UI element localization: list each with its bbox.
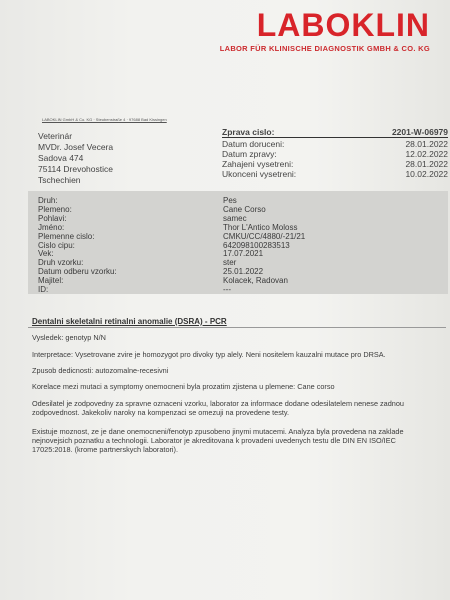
- patient-label: Majitel:: [38, 276, 64, 286]
- patient-label: ID:: [38, 285, 49, 295]
- patient-value: ---: [223, 285, 231, 295]
- patient-value: samec: [223, 213, 247, 223]
- logo-wordmark: LABOKLIN: [256, 7, 430, 43]
- address-line: Tschechien: [38, 175, 81, 185]
- patient-value: 17.07.2021: [223, 249, 264, 259]
- date-label: Datum zpravy:: [222, 149, 277, 159]
- patient-value: Thor L'Antico Moloss: [223, 222, 298, 232]
- patient-label: Vek:: [38, 249, 54, 259]
- patient-label: Druh:: [38, 196, 58, 205]
- patient-value: 642098100283513: [223, 240, 290, 250]
- report-number-label: Zprava cislo:: [222, 127, 275, 137]
- patient-value: ster: [223, 258, 237, 268]
- recipient-address: [38, 131, 113, 186]
- sender-address-line: LABOKLIN GmbH & Co. KG · Steubenstraße 4 · 97688 Bad Kissingen: [42, 117, 167, 122]
- patient-label: Pohlavi:: [38, 213, 67, 223]
- address-line: Veterinár: [38, 131, 73, 141]
- section-divider: [28, 327, 446, 328]
- date-label: Datum doruceni:: [222, 139, 285, 149]
- report-date-row: [222, 169, 448, 179]
- patient-label: Datum odberu vzorku:: [38, 267, 117, 277]
- address-line: 75114 Drevohostice: [38, 164, 113, 174]
- test-interpretation: Interpretace: Vysetrovane zvire je homozygot pro divoky typ alely. Neni nositelem kauzalni mutace pro DRSA.: [32, 350, 386, 359]
- patient-label: Cislo cipu:: [38, 240, 75, 250]
- patient-label: Druh vzorku:: [38, 258, 84, 268]
- patient-value: 25.01.2022: [223, 267, 264, 277]
- patient-label: Jméno:: [38, 222, 65, 232]
- laboklin-logo: [220, 8, 430, 53]
- date-value: 28.01.2022: [405, 139, 448, 149]
- patient-value: Cane Corso: [223, 204, 266, 214]
- patient-row: [38, 206, 305, 215]
- date-value: 28.01.2022: [405, 159, 448, 169]
- patient-value: CMKU/CC/4880/-21/21: [223, 231, 306, 241]
- address-line: MVDr. Josef Vecera: [38, 142, 114, 152]
- patient-row: [38, 242, 305, 251]
- test-inheritance: Zpusob dedicnosti: autozomalne-recesivni: [32, 366, 169, 375]
- report-date-row: [222, 139, 448, 149]
- patient-value: Kolacek, Radovan: [223, 276, 288, 286]
- date-label: Zahajeni vysetreni:: [222, 159, 294, 169]
- date-value: 12.02.2022: [405, 149, 448, 159]
- report-date-row: [222, 149, 448, 159]
- report-number-value: 2201-W-06979: [391, 127, 448, 137]
- date-label: Ukonceni vysetreni:: [222, 169, 297, 179]
- report-date-row: [222, 159, 448, 169]
- test-result: Vysledek: genotyp N/N: [32, 333, 106, 342]
- date-value: 10.02.2022: [405, 169, 448, 179]
- report-metadata: [222, 127, 448, 179]
- address-line: Sadova 474: [38, 153, 84, 163]
- patient-label: Plemeno:: [38, 204, 72, 214]
- report-number-row: [222, 127, 448, 138]
- patient-value: Pes: [223, 196, 237, 205]
- test-title: Dentalni skeletalni retinalni anomalie (DSRA) - PCR: [32, 317, 227, 326]
- patient-label: Plemenne cislo:: [38, 231, 95, 241]
- disclaimer-accreditation: Existuje moznost, ze je dane onemocneni/fenotyp zpusobeno jinymi mutacemi. Analyza byla provedena na zaklade nejnovejsich poznatku a technologii. Laborator je akreditovana k provadeni uvedenych testu dle DIN EN ISO/IEC 17025:2018. (krome partnerskych laboratori).: [32, 427, 404, 454]
- patient-row: [38, 286, 305, 295]
- patient-row: [38, 277, 305, 286]
- logo-subtitle: LABOR FÜR KLINISCHE DIAGNOSTIK GMBH & CO. KG: [219, 44, 430, 53]
- disclaimer-responsibility: Odesilatel je zodpovedny za spravne oznaceni vzorku, laborator za informace dodane odesilatelem nenese zadnou zodpovednost. Jakekoliv naroky na kompenzaci se omezuji na provedene testy.: [32, 399, 404, 417]
- test-correlation: Korelace mezi mutaci a symptomy onemocneni byla prozatim zjistena u plemene: Cane corso: [32, 382, 335, 391]
- patient-info-table: [38, 197, 305, 295]
